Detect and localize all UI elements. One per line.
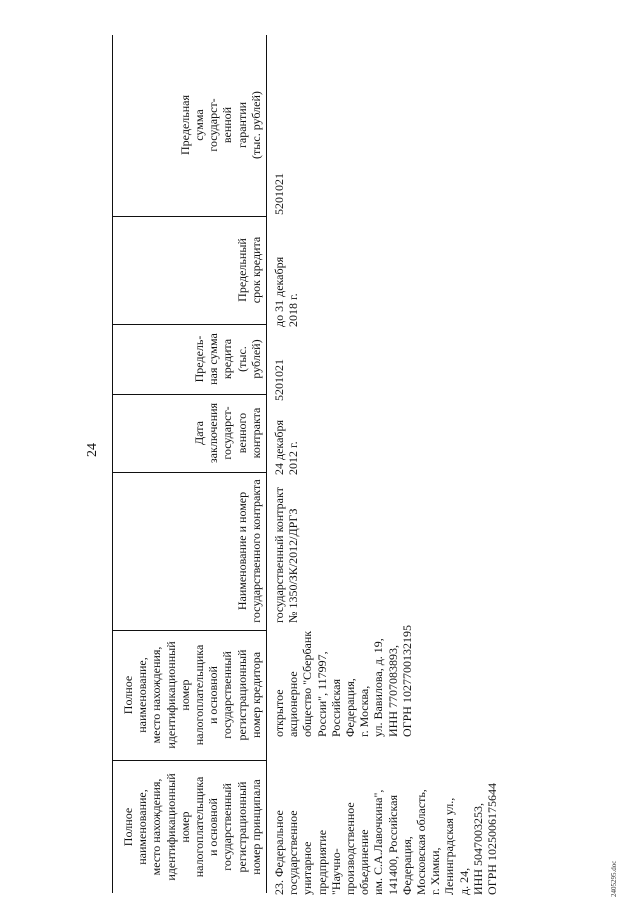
- text-line: и основной: [206, 666, 221, 724]
- text-line: Полное: [120, 675, 135, 715]
- header-text: [121, 632, 263, 758]
- text-line: регистрационный: [234, 649, 249, 741]
- text-line: общество "Сбербанк: [300, 630, 315, 737]
- text-line: Предель-: [191, 335, 206, 383]
- text-line: налогоплательщика: [191, 644, 206, 746]
- text-line: срок кредита: [248, 236, 263, 304]
- text-line: идентификационный: [163, 773, 178, 881]
- header-text: [235, 218, 263, 322]
- header-text: [235, 474, 263, 628]
- text-line: ИНН 5047003253,: [470, 803, 485, 895]
- table-header: [112, 35, 267, 893]
- text-line: "Научно-: [328, 848, 343, 895]
- header-cell-contract: [113, 472, 266, 631]
- header-cell-creditor: [113, 630, 266, 761]
- text-line: 5201021: [272, 359, 286, 401]
- text-line: государст-: [206, 98, 221, 152]
- row-cell-contract-date: [272, 420, 300, 475]
- text-line: 2012 г.: [286, 441, 301, 475]
- text-line: Предельная: [177, 95, 192, 155]
- header-cell-contract-date: [113, 394, 266, 473]
- text-line: государственное: [286, 810, 301, 895]
- header-cell-credit-term: [113, 216, 266, 325]
- text-line: налогоплательщика: [191, 776, 206, 878]
- text-line: России", 117997,: [314, 651, 329, 737]
- text-line: Дата: [191, 421, 206, 445]
- text-line: акционерное: [286, 671, 301, 737]
- text-line: Российская: [328, 679, 343, 737]
- text-line: открытое: [272, 689, 286, 737]
- text-line: (тыс.: [234, 346, 249, 372]
- row-cell-credit-amount: [272, 359, 286, 401]
- text-line: рублей): [248, 339, 263, 379]
- text-line: венной: [220, 106, 235, 144]
- text-line: сумма: [191, 109, 206, 141]
- text-line: ул. Вавилова, д. 19,: [371, 638, 386, 737]
- text-line: 2018 г.: [286, 293, 301, 327]
- text-line: государственный контракт: [272, 487, 286, 623]
- text-line: д. 24,: [456, 867, 471, 895]
- text-line: им. С.А.Лавочкина",: [371, 789, 386, 895]
- text-line: наименование,: [135, 657, 150, 733]
- header-text: [192, 396, 263, 470]
- text-line: гарантии: [234, 101, 249, 149]
- text-line: номер принципала: [248, 779, 263, 875]
- text-line: государственный: [220, 651, 235, 739]
- text-line: 24 декабря: [272, 419, 286, 475]
- text-line: место нахождения,: [149, 778, 164, 876]
- text-line: Московская область,: [414, 789, 429, 895]
- header-text: [178, 36, 263, 214]
- text-line: 23. Федеральное: [272, 810, 286, 895]
- row-cell-contract: [272, 487, 300, 623]
- row-cell-guarantee-amount: [272, 173, 286, 215]
- text-line: венного: [234, 412, 249, 454]
- text-line: номер: [177, 811, 192, 843]
- text-line: кредита: [220, 338, 235, 380]
- text-line: ОГРН 1025006175644: [485, 783, 500, 895]
- text-line: регистрационный: [234, 781, 249, 873]
- header-text: [121, 763, 263, 891]
- text-line: Ленинградская ул.,: [442, 797, 457, 895]
- text-line: объединение: [357, 829, 372, 895]
- text-line: и основной: [206, 798, 221, 856]
- text-line: предприятие: [314, 829, 329, 895]
- text-line: г. Химки,: [428, 847, 443, 895]
- text-line: контракта: [248, 407, 263, 459]
- header-cell-principal: [113, 761, 266, 893]
- text-line: Полное: [120, 807, 135, 847]
- text-line: 5201021: [272, 173, 286, 215]
- text-line: ИНН 7707083893,: [385, 645, 400, 737]
- row-cell-credit-term: [272, 257, 300, 327]
- text-line: наименование,: [135, 789, 150, 865]
- text-line: государст-: [220, 406, 235, 460]
- text-line: производственное: [343, 802, 358, 895]
- text-line: Федерация,: [343, 678, 358, 737]
- text-line: 141400, Российская: [385, 795, 400, 895]
- header-cell-guarantee-amount: [113, 34, 266, 217]
- text-line: государственного контракта: [248, 479, 263, 623]
- row-cell-creditor: [272, 625, 414, 737]
- text-line: заключения: [206, 402, 221, 464]
- text-line: № 1350/ЗК/2012/ДРГЗ: [286, 508, 301, 623]
- text-line: до 31 декабря: [272, 256, 286, 327]
- footer-file-code: 2405295.doc: [610, 860, 618, 897]
- text-line: государственный: [220, 783, 235, 871]
- header-cell-credit-amount: [113, 324, 266, 395]
- text-line: Федерация,: [399, 836, 414, 895]
- row-cell-principal: [272, 783, 499, 895]
- text-line: унитарное: [300, 841, 315, 895]
- text-line: номер кредитора: [248, 651, 263, 739]
- page-number: 24: [85, 443, 100, 457]
- header-text: [192, 326, 263, 392]
- text-line: ная сумма: [206, 333, 221, 385]
- text-line: номер: [177, 679, 192, 711]
- text-line: идентификационный: [163, 641, 178, 749]
- text-line: г. Москва,: [357, 685, 372, 737]
- text-line: Предельный: [234, 238, 249, 302]
- text-line: (тыс. рублей): [248, 91, 263, 159]
- text-line: Наименование и номер: [234, 491, 249, 611]
- text-line: место нахождения,: [149, 646, 164, 744]
- text-line: ОГРН 1027700132195: [399, 625, 414, 737]
